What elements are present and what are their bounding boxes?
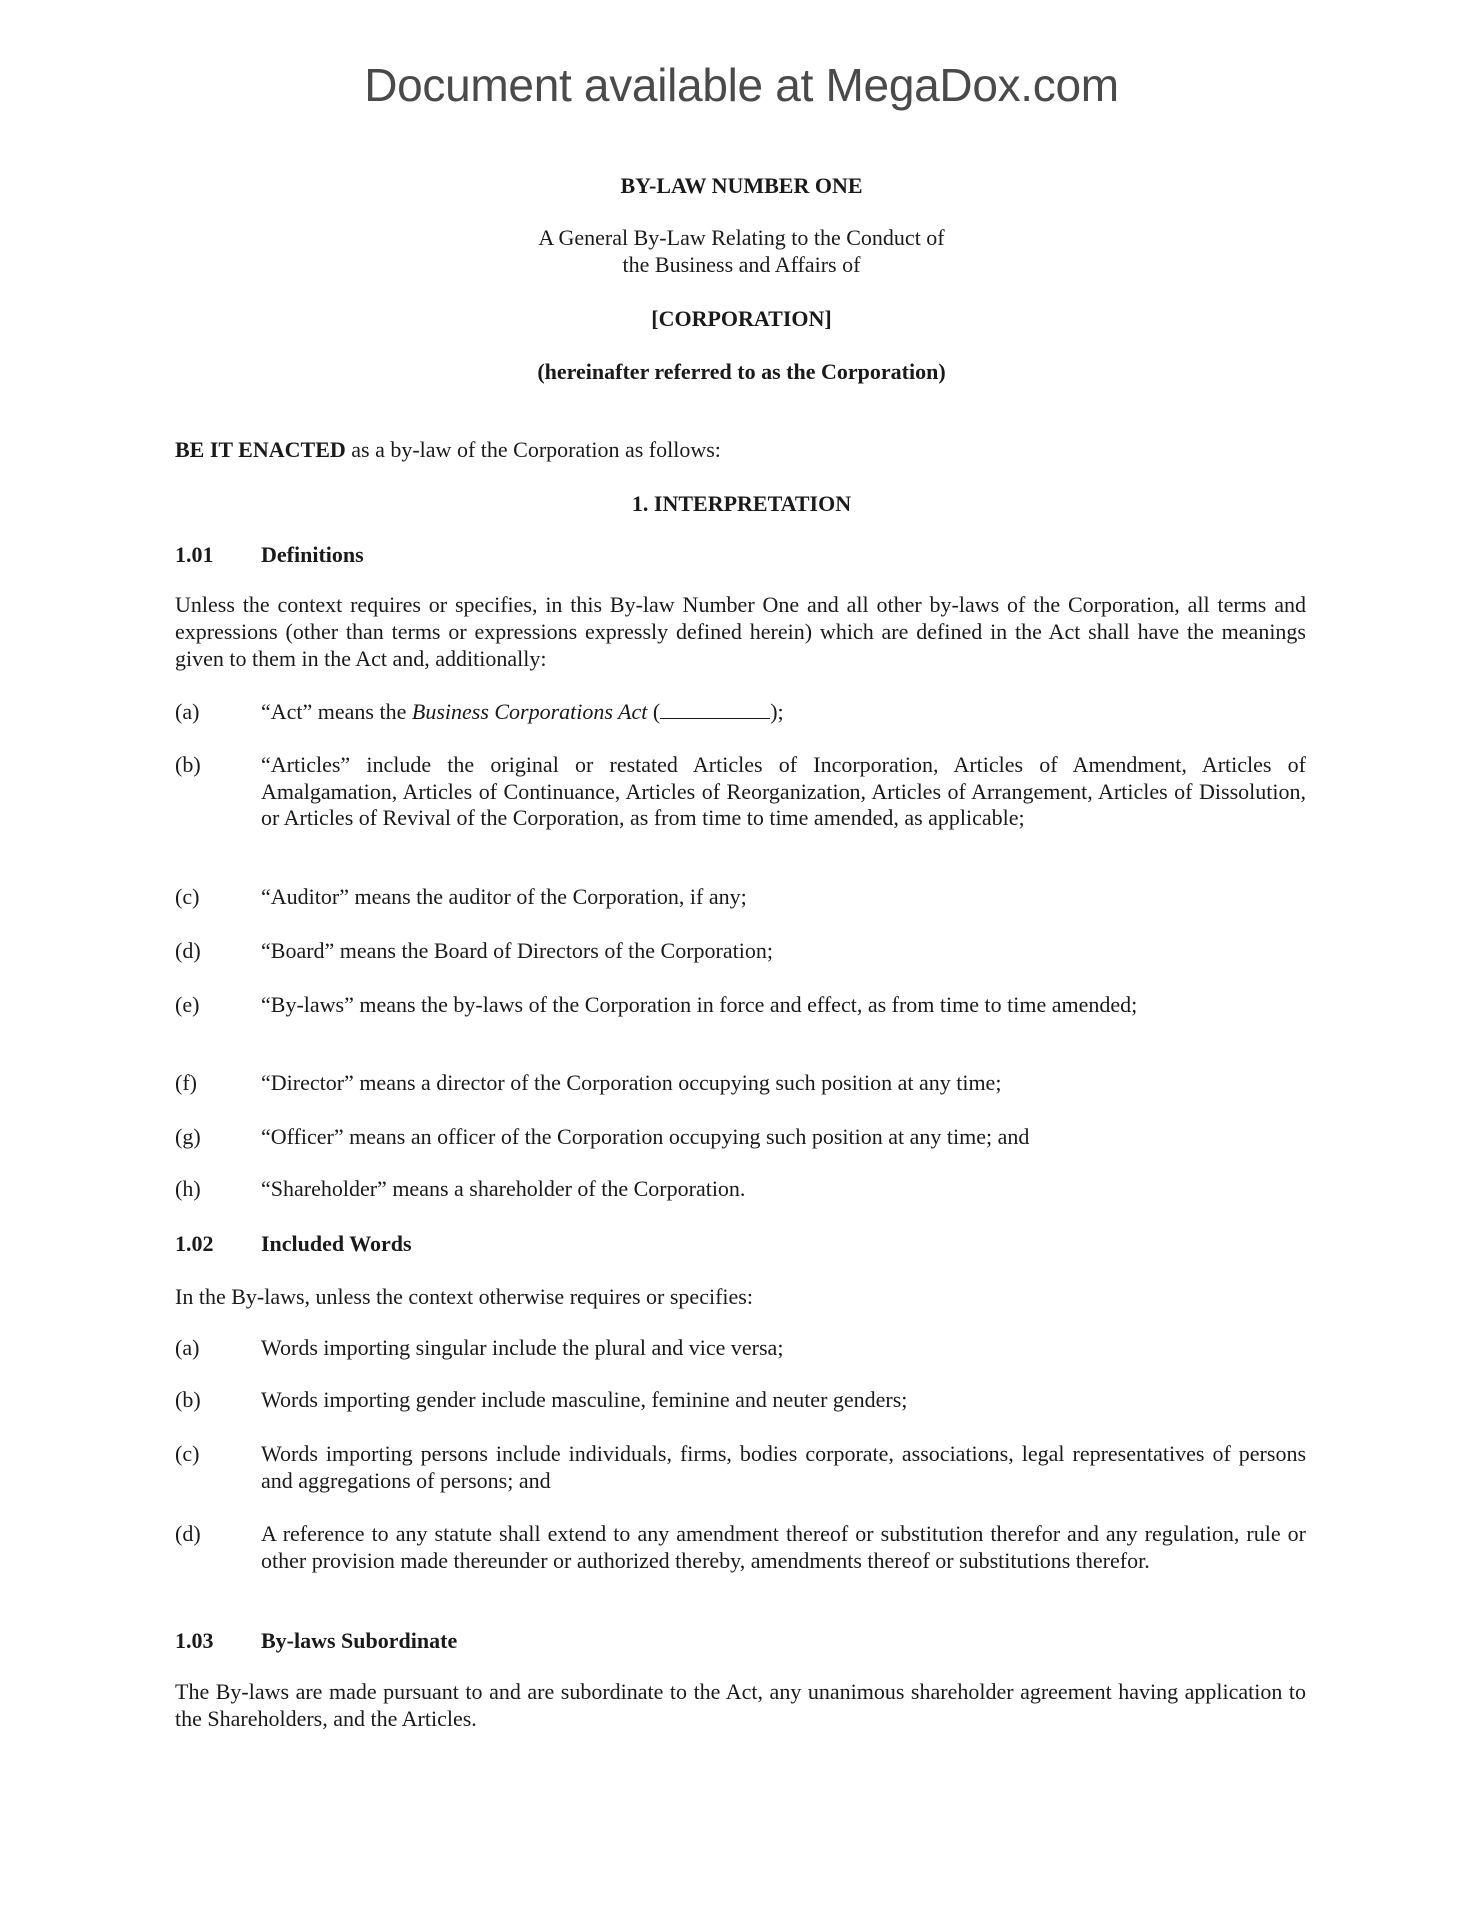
definition-item xyxy=(175,1124,1306,1151)
subsection-number: 1.03 xyxy=(175,1628,214,1653)
subsection-title: Included Words xyxy=(261,1231,412,1256)
included-words-item xyxy=(175,1441,1306,1494)
document-title: BY-LAW NUMBER ONE xyxy=(620,173,863,198)
item-label: (b) xyxy=(175,1387,201,1412)
subsection-number: 1.02 xyxy=(175,1231,214,1256)
subsection-title: Definitions xyxy=(261,542,364,567)
definition-item xyxy=(175,752,1306,832)
bylaws-subordinate-text: The By-laws are made pursuant to and are subordinate to the Act, any unanimous shareholder agreement having application to the Shareholders, and the Articles. xyxy=(175,1679,1306,1731)
item-label: (d) xyxy=(175,938,201,963)
subsection-heading-1-03 xyxy=(175,1627,457,1654)
item-text: Words importing gender include masculine, feminine and neuter genders; xyxy=(261,1387,908,1412)
jurisdiction-blank-field[interactable] xyxy=(660,700,770,719)
item-text: “Auditor” means the auditor of the Corporation, if any; xyxy=(261,884,747,909)
enactment-clause xyxy=(175,436,1306,463)
enactment-rest: as a by-law of the Corporation as follows: xyxy=(345,437,721,462)
item-label: (e) xyxy=(175,992,200,1017)
subsection-heading-1-02 xyxy=(175,1230,412,1257)
item-text: “By-laws” means the by-laws of the Corporation in force and effect, as from time to time amended; xyxy=(261,992,1138,1017)
definition-item xyxy=(175,884,1306,911)
item-label: (g) xyxy=(175,1124,201,1149)
subsection-title: By-laws Subordinate xyxy=(261,1628,458,1653)
subsection-heading-1-01 xyxy=(175,541,364,568)
definition-item xyxy=(175,938,1306,965)
item-label: (b) xyxy=(175,752,201,777)
document-subtitle-line-1: A General By-Law Relating to the Conduct of xyxy=(538,225,945,250)
item-text: “Director” means a director of the Corporation occupying such position at any time; xyxy=(261,1070,1002,1095)
watermark-banner: Document available at MegaDox.com xyxy=(364,59,1119,111)
item-text: “Officer” means an officer of the Corporation occupying such position at any time; and xyxy=(261,1124,1030,1149)
document-subtitle-line-2: the Business and Affairs of xyxy=(622,252,861,277)
definition-item xyxy=(175,1070,1306,1097)
included-words-item xyxy=(175,1387,1306,1414)
included-words-item xyxy=(175,1521,1306,1574)
section-title: 1. INTERPRETATION xyxy=(631,491,852,516)
act-name: Business Corporations Act xyxy=(411,699,648,724)
definition-item xyxy=(175,699,1306,726)
item-label: (h) xyxy=(175,1176,201,1201)
subsection-number: 1.01 xyxy=(175,542,214,567)
definitions-intro: Unless the context requires or specifies, in this By-law Number One and all other by-laws of the Corporation, all terms and expressions (other than terms or expressions expressly defined herein) which are defined in the Act shall have the meanings given to them in the Act and, additionally: xyxy=(175,592,1306,671)
item-text: “Act” means the Business Corporations Act ( ); xyxy=(261,699,784,724)
item-text: A reference to any statute shall extend to any amendment thereof or substitution therefor and any regulation, rule or other provision made thereunder or authorized thereby, amendments thereof or substitutions therefor. xyxy=(261,1521,1306,1573)
item-label: (c) xyxy=(175,1441,200,1466)
item-label: (a) xyxy=(175,1335,200,1360)
definition-item xyxy=(175,992,1306,1019)
item-label: (f) xyxy=(175,1070,197,1095)
corporation-placeholder: [CORPORATION] xyxy=(651,306,832,331)
enactment-bold: BE IT ENACTED xyxy=(175,437,346,462)
item-text: Words importing persons include individuals, firms, bodies corporate, associations, legal representatives of persons and aggregations of persons; and xyxy=(261,1441,1306,1493)
definition-item xyxy=(175,1176,1306,1203)
item-text: “Shareholder” means a shareholder of the Corporation. xyxy=(261,1176,746,1201)
item-text: Words importing singular include the plural and vice versa; xyxy=(261,1335,784,1360)
item-label: (c) xyxy=(175,884,200,909)
item-text: “Board” means the Board of Directors of the Corporation; xyxy=(261,938,773,963)
included-words-intro: In the By-laws, unless the context otherwise requires or specifies: xyxy=(175,1284,753,1309)
item-text: “Articles” include the original or restated Articles of Incorporation, Articles of Amendment, Articles of Amalgamation, Articles of Continuance, Articles of Reorganization, Articles of Arrangement, Articles of Dissolution, or Articles of Revival of the Corporation, as from time to time amended, as applicable; xyxy=(261,752,1306,830)
hereinafter-note: (hereinafter referred to as the Corporation) xyxy=(537,359,946,384)
item-label: (a) xyxy=(175,699,200,724)
item-label: (d) xyxy=(175,1521,201,1546)
included-words-item xyxy=(175,1335,1306,1362)
